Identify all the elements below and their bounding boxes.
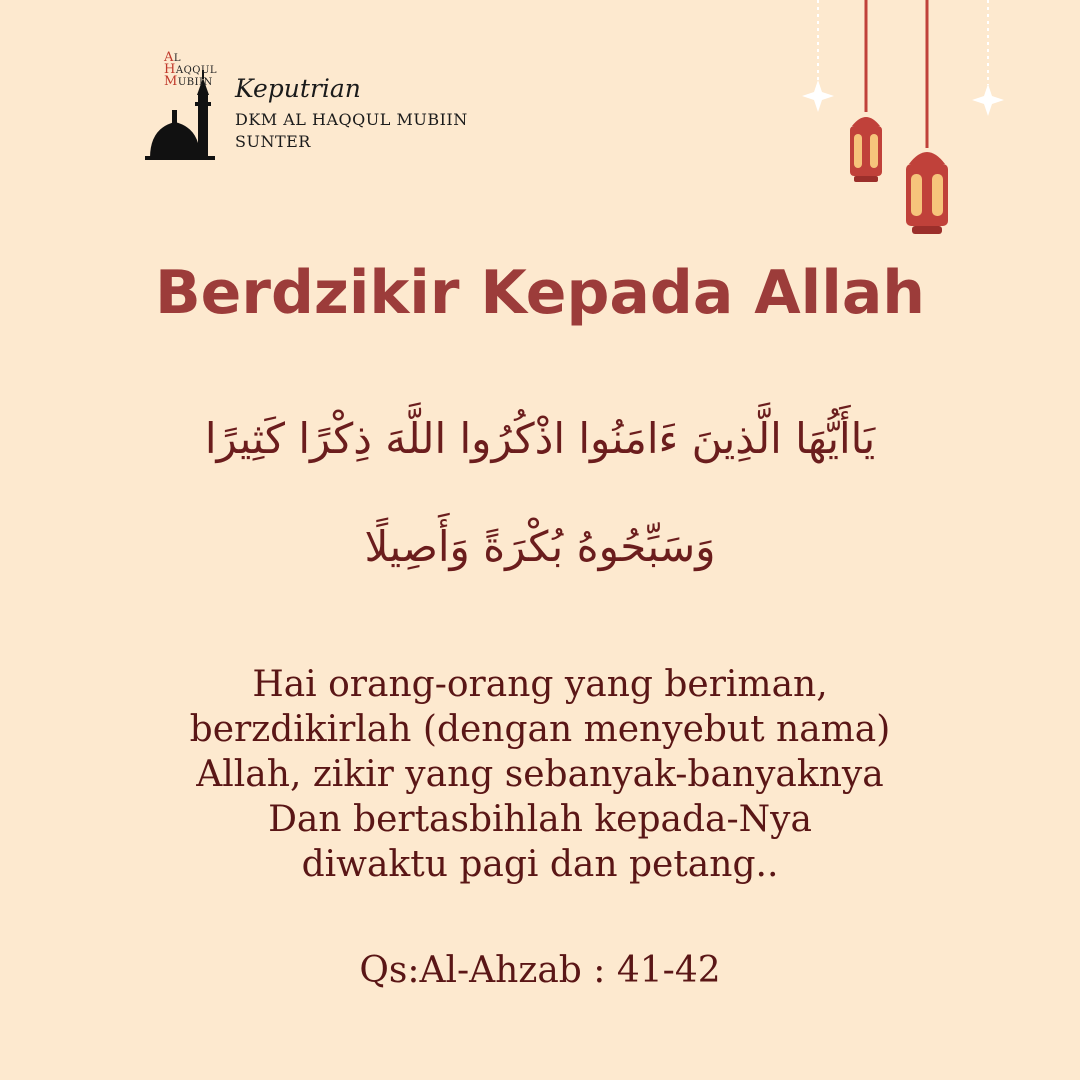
verse-reference: Qs:Al-Ahzab : 41-42: [359, 950, 721, 991]
translation-line: Dan bertasbihlah kepada-Nya: [268, 799, 812, 840]
arabic-verse-line: وَسَبِّحُوهُ بُكْرَةً وَأَصِيلًا: [364, 522, 716, 571]
translation-text: [0, 662, 1080, 887]
sparkle-icon: [972, 84, 1004, 116]
lantern-icon: [906, 0, 948, 234]
logo-small-line: AL: [164, 50, 182, 65]
arabic-verse-line: يَاأَيُّهَا الَّذِينَ ءَامَنُوا اذْكُرُوا اللَّهَ ذِكْرًا كَثِيرًا: [204, 414, 876, 463]
sparkle-icon: [802, 80, 834, 112]
logo-org-location: SUNTER: [235, 132, 311, 151]
lantern-decoration: [790, 0, 1030, 250]
logo-org-name: DKM AL HAQQUL MUBIIN: [235, 110, 468, 129]
translation-line: diwaktu pagi dan petang..: [301, 844, 779, 885]
translation-line: berzdikirlah (dengan menyebut nama): [189, 709, 891, 750]
organization-logo: [100, 40, 500, 190]
logo-subtitle: Keputrian: [235, 74, 361, 103]
page-title: Berdzikir Kepada Allah: [154, 258, 926, 328]
logo-small-line: MUBIIN: [164, 74, 213, 89]
translation-line: Allah, zikir yang sebanyak-banyaknya: [196, 754, 884, 795]
lantern-icon: [850, 0, 882, 182]
translation-line: Hai orang-orang yang beriman,: [252, 664, 828, 705]
logo-small-line: HAQQUL: [164, 62, 218, 77]
